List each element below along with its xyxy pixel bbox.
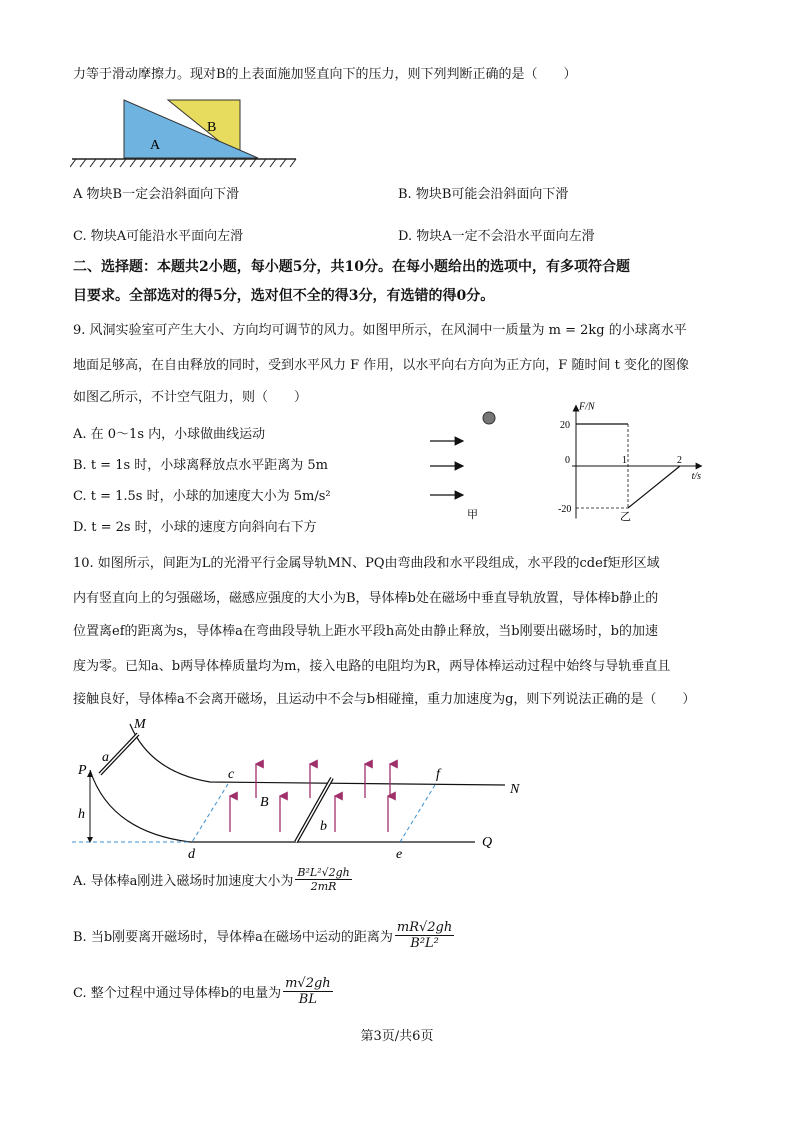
label-b: B [207, 120, 217, 135]
fig-jia-label: 甲 [467, 509, 478, 520]
x-tick-0: 0 [565, 455, 570, 466]
q10-option-b-text: B. 当b刚要离开磁场时，导体棒a在磁场中运动的距离为 [73, 930, 393, 945]
ground-hatch [70, 159, 296, 167]
q10-option-c-den: BL [298, 992, 317, 1007]
label-p: P [78, 763, 87, 778]
q9-line2: 地面足够高，在自由释放的同时，受到水平风力 F 作用，以水平向右方向为正方向，F 随时间 t 变化的图像 [73, 358, 689, 373]
q9-fig-jia [425, 405, 525, 520]
q10-option-a-fraction [295, 866, 351, 893]
q10-line2: 内有竖直向上的匀强磁场，磁感应强度的大小为B，导体棒b处在磁场中垂直导轨放置，导体棒b静止的 [73, 591, 659, 606]
label-field-b: B [260, 795, 269, 810]
q10-figure [70, 712, 520, 862]
q10-option-a-num: B²L²√2gh [297, 866, 350, 879]
section2-line1: 二、选择题：本题共2小题，每小题5分，共10分。在每小题给出的选项中，有多项符合题 [73, 259, 630, 275]
q8-stem: 力等于滑动摩擦力。现对B的上表面施加竖直向下的压力，则下列判断正确的是（ ） [73, 67, 577, 82]
q10-option-b-num: mR√2gh [396, 920, 453, 935]
x-axis-label: t/s [691, 471, 702, 482]
label-q: Q [482, 835, 493, 850]
q10-option-b-fraction [395, 920, 454, 951]
chart-labels [558, 402, 701, 524]
chart-caption: 乙 [620, 511, 631, 523]
q8-figure [70, 92, 300, 172]
q10-option-c-num: m√2gh [285, 976, 331, 991]
y-tick-20: 20 [560, 420, 570, 431]
section2-line2: 目要求。全部选对的得5分，选对但不全的得3分，有选错的得0分。 [73, 288, 495, 304]
rail-pq [90, 770, 475, 842]
q10-option-a [73, 866, 354, 893]
q8-option-c: C. 物块A可能沿水平面向左滑 [73, 229, 244, 244]
label-m: M [134, 717, 146, 732]
q10-option-b [73, 920, 456, 951]
q10-option-b-den: B²L² [410, 936, 439, 951]
label-e: e [396, 847, 403, 862]
x-tick-2: 2 [677, 455, 682, 466]
q9-option-d: D. t = 2s 时，小球的速度方向斜向右下方 [73, 520, 317, 535]
q10-option-a-den: 2mR [310, 880, 337, 893]
q9-line1: 9. 风洞实验室可产生大小、方向均可调节的风力。如图甲所示，在风洞中一质量为 m = 2kg 的小球离水平 [73, 323, 687, 338]
label-f: f [436, 767, 440, 782]
y-tick-neg20: -20 [558, 504, 572, 515]
q9-line3: 如图乙所示，不计空气阻力，则（ ） [73, 390, 308, 405]
label-h: h [78, 807, 85, 822]
q9-option-b: B. t = 1s 时，小球离释放点水平距离为 5m [73, 458, 329, 473]
q9-option-c: C. t = 1.5s 时，小球的加速度大小为 5m/s² [73, 489, 331, 504]
q10-option-c-fraction [283, 976, 333, 1007]
page-footer: 第3页/共6页 [360, 1029, 434, 1044]
rail-mn [130, 724, 505, 785]
q10-line5: 接触良好，导体棒a不会离开磁场，且运动中不会与b相碰撞，重力加速度为g，则下列说法正确的是（ ） [73, 692, 696, 707]
series-line-2 [628, 466, 680, 508]
q10-line1: 10. 如图所示，间距为L的光滑平行金属导轨MN、PQ由弯曲段和水平段组成，水平段的cdef矩形区域 [73, 556, 660, 571]
label-b: b [320, 819, 327, 834]
label-c: c [228, 767, 235, 782]
q8-option-a: A 物块B一定会沿斜面向下滑 [73, 187, 240, 202]
q10-line3: 位置离ef的距离为s，导体棒a在弯曲段导轨上距水平段h高处由静止释放，当b刚要出磁场时，b的加速 [73, 624, 658, 639]
q10-option-c-text: C. 整个过程中通过导体棒b的电量为 [73, 986, 282, 1001]
q10-line4: 度为零。已知a、b两导体棒质量均为m，接入电路的电阻均为R，两导体棒运动过程中始终与导轨垂直且 [73, 659, 671, 674]
q9-ft-chart [558, 390, 718, 525]
x-tick-1: 1 [622, 455, 627, 466]
q8-option-d: D. 物块A一定不会沿水平面向左滑 [398, 229, 595, 244]
y-axis-label: F/N [579, 401, 595, 413]
label-d: d [188, 847, 195, 862]
q9-option-a: A. 在 0～1s 内，小球做曲线运动 [73, 427, 266, 442]
q10-option-c [73, 976, 335, 1007]
field-arrows [230, 764, 390, 832]
boundary-ef [400, 785, 435, 842]
boundary-cd [192, 784, 228, 842]
q10-option-a-text: A. 导体棒a刚进入磁场时加速度大小为 [73, 874, 294, 889]
label-n: N [510, 782, 520, 797]
label-a: a [102, 750, 109, 765]
label-a: A [150, 138, 161, 153]
ball-icon [483, 412, 495, 424]
q8-option-b: B. 物块B可能会沿斜面向下滑 [398, 187, 569, 202]
